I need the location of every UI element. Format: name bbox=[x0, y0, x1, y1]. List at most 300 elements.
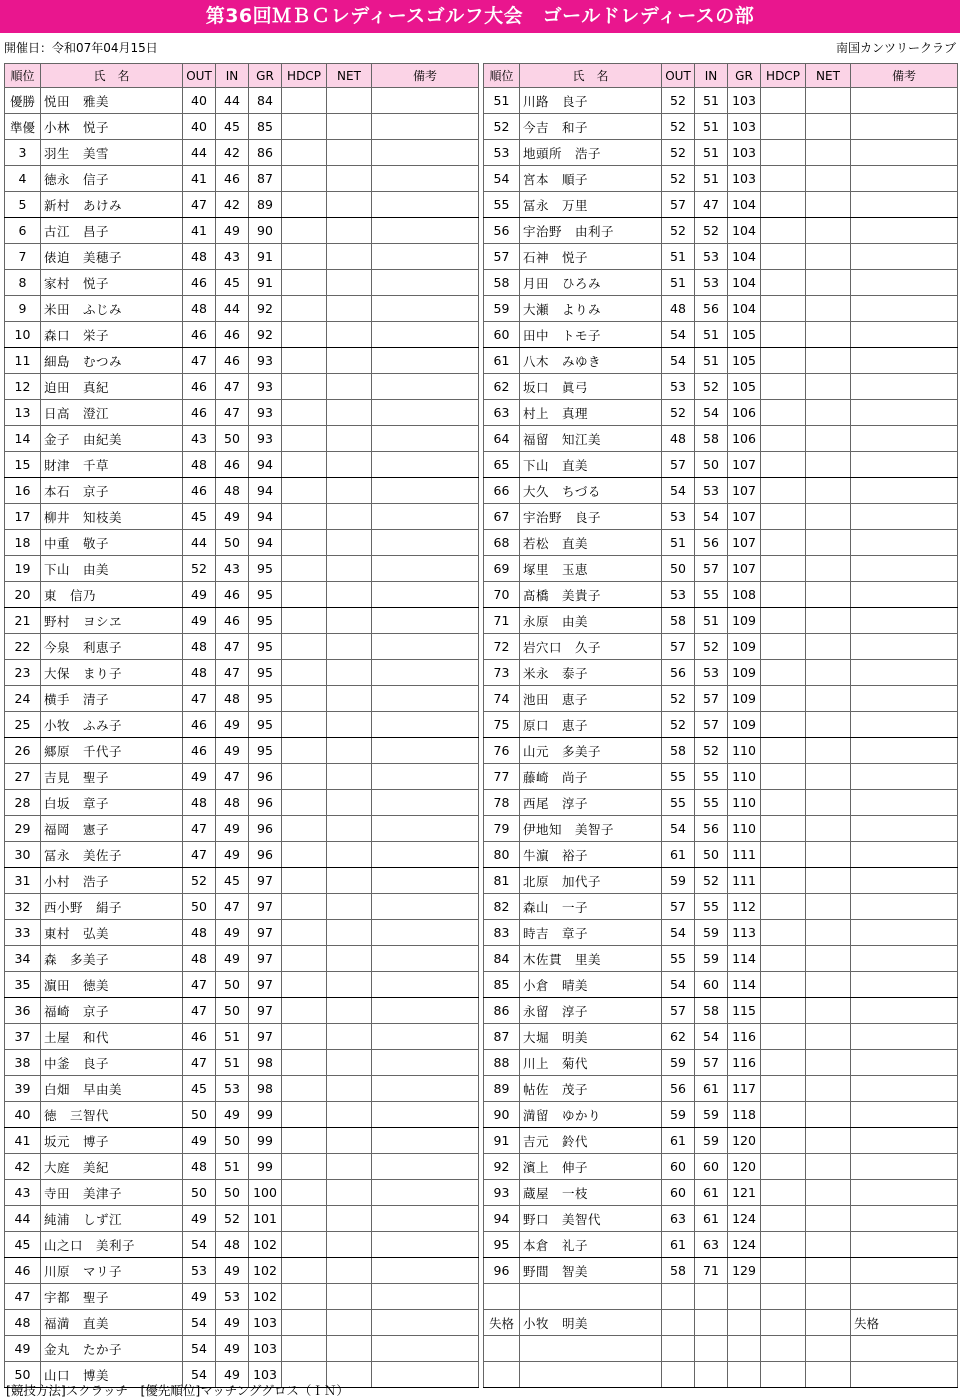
net-score-cell bbox=[806, 88, 851, 114]
hdcp-cell bbox=[282, 374, 327, 400]
out-score-cell: 48 bbox=[183, 1154, 216, 1180]
rank-cell: 83 bbox=[484, 920, 520, 946]
rank-cell: 31 bbox=[5, 868, 41, 894]
net-score-cell bbox=[806, 842, 851, 868]
in-score-cell: 46 bbox=[216, 166, 249, 192]
rank-cell: 29 bbox=[5, 816, 41, 842]
net-score-cell bbox=[806, 426, 851, 452]
out-score-cell: 46 bbox=[183, 478, 216, 504]
hdcp-cell bbox=[282, 894, 327, 920]
player-name-cell: 細島 むつみ bbox=[41, 348, 183, 374]
out-score-cell: 53 bbox=[662, 374, 695, 400]
results-table-left bbox=[4, 63, 479, 1388]
rank-cell: 81 bbox=[484, 868, 520, 894]
note-cell bbox=[851, 1102, 958, 1128]
out-score-cell: 58 bbox=[662, 1258, 695, 1284]
player-name-cell: 大久 ちづる bbox=[520, 478, 662, 504]
hdcp-cell bbox=[761, 608, 806, 634]
gross-score-cell: 99 bbox=[249, 1154, 282, 1180]
player-name-cell: 濱上 伸子 bbox=[520, 1154, 662, 1180]
note-cell bbox=[372, 218, 479, 244]
gross-score-cell: 87 bbox=[249, 166, 282, 192]
in-score-cell: 71 bbox=[695, 1258, 728, 1284]
in-score-cell: 57 bbox=[695, 556, 728, 582]
table-row bbox=[5, 374, 479, 400]
rank-cell: 54 bbox=[484, 166, 520, 192]
out-score-cell: 47 bbox=[183, 686, 216, 712]
out-score-cell: 49 bbox=[183, 1284, 216, 1310]
in-score-cell: 59 bbox=[695, 946, 728, 972]
table-row bbox=[5, 1284, 479, 1310]
in-score-cell: 49 bbox=[216, 946, 249, 972]
note-cell bbox=[851, 192, 958, 218]
player-name-cell: 冨永 美佐子 bbox=[41, 842, 183, 868]
note-cell bbox=[851, 504, 958, 530]
rank-cell: 66 bbox=[484, 478, 520, 504]
rank-cell: 38 bbox=[5, 1050, 41, 1076]
gross-score-cell: 118 bbox=[728, 1102, 761, 1128]
col-in-header: IN bbox=[695, 64, 728, 88]
net-score-cell bbox=[806, 1050, 851, 1076]
rank-cell: 47 bbox=[5, 1284, 41, 1310]
gross-score-cell: 120 bbox=[728, 1154, 761, 1180]
table-row bbox=[484, 816, 958, 842]
note-cell bbox=[851, 842, 958, 868]
table-row bbox=[484, 296, 958, 322]
player-name-cell: 村上 真理 bbox=[520, 400, 662, 426]
rank-cell: 85 bbox=[484, 972, 520, 998]
hdcp-cell bbox=[282, 1024, 327, 1050]
out-score-cell: 54 bbox=[662, 816, 695, 842]
hdcp-cell bbox=[282, 1050, 327, 1076]
hdcp-cell bbox=[282, 1206, 327, 1232]
note-cell bbox=[372, 140, 479, 166]
hdcp-cell bbox=[282, 816, 327, 842]
note-cell bbox=[851, 296, 958, 322]
note-cell bbox=[851, 140, 958, 166]
out-score-cell: 46 bbox=[183, 1024, 216, 1050]
gross-score-cell: 96 bbox=[249, 842, 282, 868]
out-score-cell: 45 bbox=[183, 1076, 216, 1102]
table-row bbox=[484, 1310, 958, 1336]
gross-score-cell bbox=[728, 1362, 761, 1388]
player-name-cell: 下山 直美 bbox=[520, 452, 662, 478]
table-row bbox=[5, 478, 479, 504]
net-score-cell bbox=[327, 842, 372, 868]
note-cell bbox=[372, 998, 479, 1024]
table-row bbox=[5, 972, 479, 998]
out-score-cell: 47 bbox=[183, 972, 216, 998]
net-score-cell bbox=[327, 218, 372, 244]
note-cell bbox=[851, 1128, 958, 1154]
player-name-cell: 地頭所 浩子 bbox=[520, 140, 662, 166]
in-score-cell bbox=[695, 1310, 728, 1336]
rank-cell: 84 bbox=[484, 946, 520, 972]
hdcp-cell bbox=[761, 556, 806, 582]
table-row bbox=[5, 790, 479, 816]
out-score-cell: 47 bbox=[183, 842, 216, 868]
rank-cell: 64 bbox=[484, 426, 520, 452]
note-cell bbox=[851, 244, 958, 270]
note-cell bbox=[372, 1232, 479, 1258]
out-score-cell: 46 bbox=[183, 322, 216, 348]
player-name-cell: 金丸 たか子 bbox=[41, 1336, 183, 1362]
gross-score-cell: 97 bbox=[249, 894, 282, 920]
rank-cell: 53 bbox=[484, 140, 520, 166]
out-score-cell: 49 bbox=[183, 1128, 216, 1154]
table-row bbox=[484, 1024, 958, 1050]
hdcp-cell bbox=[761, 1076, 806, 1102]
out-score-cell: 57 bbox=[662, 894, 695, 920]
hdcp-cell bbox=[761, 972, 806, 998]
net-score-cell bbox=[806, 114, 851, 140]
table-row bbox=[484, 322, 958, 348]
in-score-cell: 60 bbox=[695, 1154, 728, 1180]
net-score-cell bbox=[327, 192, 372, 218]
player-name-cell: 小村 浩子 bbox=[41, 868, 183, 894]
note-cell bbox=[372, 192, 479, 218]
table-row bbox=[5, 1310, 479, 1336]
hdcp-cell bbox=[282, 296, 327, 322]
player-name-cell: 米永 泰子 bbox=[520, 660, 662, 686]
rank-cell: 15 bbox=[5, 452, 41, 478]
in-score-cell: 51 bbox=[216, 1024, 249, 1050]
hdcp-cell bbox=[761, 1362, 806, 1388]
out-score-cell: 57 bbox=[662, 634, 695, 660]
in-score-cell: 48 bbox=[216, 1232, 249, 1258]
hdcp-cell bbox=[282, 1102, 327, 1128]
net-score-cell bbox=[327, 998, 372, 1024]
net-score-cell bbox=[327, 374, 372, 400]
player-name-cell: 宇治野 良子 bbox=[520, 504, 662, 530]
hdcp-cell bbox=[282, 842, 327, 868]
gross-score-cell: 103 bbox=[728, 114, 761, 140]
rank-cell: 96 bbox=[484, 1258, 520, 1284]
hdcp-cell bbox=[761, 530, 806, 556]
hdcp-cell bbox=[282, 1284, 327, 1310]
hdcp-cell bbox=[761, 946, 806, 972]
note-cell bbox=[851, 1050, 958, 1076]
out-score-cell: 58 bbox=[662, 608, 695, 634]
gross-score-cell: 109 bbox=[728, 608, 761, 634]
net-score-cell bbox=[806, 946, 851, 972]
player-name-cell: 伊地知 美智子 bbox=[520, 816, 662, 842]
net-score-cell bbox=[806, 556, 851, 582]
gross-score-cell: 107 bbox=[728, 478, 761, 504]
player-name-cell: 原口 恵子 bbox=[520, 712, 662, 738]
table-row bbox=[5, 1336, 479, 1362]
rank-cell: 68 bbox=[484, 530, 520, 556]
gross-score-cell: 95 bbox=[249, 712, 282, 738]
table-row bbox=[5, 1180, 479, 1206]
table-row bbox=[484, 374, 958, 400]
in-score-cell: 51 bbox=[695, 322, 728, 348]
in-score-cell: 58 bbox=[695, 998, 728, 1024]
out-score-cell: 52 bbox=[662, 400, 695, 426]
table-row bbox=[484, 452, 958, 478]
player-name-cell: 悦田 雅美 bbox=[41, 88, 183, 114]
out-score-cell: 57 bbox=[662, 192, 695, 218]
gross-score-cell: 105 bbox=[728, 348, 761, 374]
rank-cell: 42 bbox=[5, 1154, 41, 1180]
player-name-cell: 野口 美智代 bbox=[520, 1206, 662, 1232]
hdcp-cell bbox=[761, 504, 806, 530]
net-score-cell bbox=[806, 478, 851, 504]
hdcp-cell bbox=[282, 660, 327, 686]
rank-cell: 23 bbox=[5, 660, 41, 686]
out-score-cell: 45 bbox=[183, 504, 216, 530]
in-score-cell: 43 bbox=[216, 556, 249, 582]
table-row bbox=[484, 608, 958, 634]
rank-cell: 13 bbox=[5, 400, 41, 426]
table-row bbox=[5, 166, 479, 192]
net-score-cell bbox=[806, 1206, 851, 1232]
gross-score-cell: 91 bbox=[249, 244, 282, 270]
table-row bbox=[484, 686, 958, 712]
player-name-cell: 迫田 真紀 bbox=[41, 374, 183, 400]
table-row bbox=[484, 660, 958, 686]
out-score-cell: 52 bbox=[183, 556, 216, 582]
note-cell bbox=[851, 868, 958, 894]
note-cell bbox=[372, 1050, 479, 1076]
player-name-cell: 白畑 早由美 bbox=[41, 1076, 183, 1102]
note-cell bbox=[372, 1128, 479, 1154]
table-row bbox=[484, 920, 958, 946]
gross-score-cell: 107 bbox=[728, 530, 761, 556]
hdcp-cell bbox=[761, 1102, 806, 1128]
gross-score-cell: 115 bbox=[728, 998, 761, 1024]
in-score-cell: 48 bbox=[216, 790, 249, 816]
net-score-cell bbox=[806, 608, 851, 634]
player-name-cell: 柳井 知枝美 bbox=[41, 504, 183, 530]
net-score-cell bbox=[806, 738, 851, 764]
rank-cell: 優勝 bbox=[5, 88, 41, 114]
out-score-cell: 54 bbox=[662, 348, 695, 374]
hdcp-cell bbox=[282, 1180, 327, 1206]
net-score-cell bbox=[806, 244, 851, 270]
gross-score-cell: 90 bbox=[249, 218, 282, 244]
player-name-cell: 山口 博美 bbox=[41, 1362, 183, 1388]
hdcp-cell bbox=[761, 1206, 806, 1232]
table-row bbox=[5, 1102, 479, 1128]
gross-score-cell: 121 bbox=[728, 1180, 761, 1206]
net-score-cell bbox=[327, 1102, 372, 1128]
gross-score-cell: 109 bbox=[728, 634, 761, 660]
venue-name: 南国カンツリークラブ bbox=[835, 41, 956, 55]
net-score-cell bbox=[806, 296, 851, 322]
rank-cell: 失格 bbox=[484, 1310, 520, 1336]
note-cell bbox=[372, 634, 479, 660]
in-score-cell: 50 bbox=[695, 452, 728, 478]
net-score-cell bbox=[327, 244, 372, 270]
gross-score-cell bbox=[728, 1310, 761, 1336]
in-score-cell: 49 bbox=[216, 1102, 249, 1128]
rank-cell: 59 bbox=[484, 296, 520, 322]
rank-cell: 69 bbox=[484, 556, 520, 582]
table-row bbox=[484, 244, 958, 270]
gross-score-cell: 111 bbox=[728, 842, 761, 868]
gross-score-cell: 94 bbox=[249, 530, 282, 556]
rank-cell: 4 bbox=[5, 166, 41, 192]
player-name-cell: 永留 淳子 bbox=[520, 998, 662, 1024]
player-name-cell: 福岡 憲子 bbox=[41, 816, 183, 842]
player-name-cell: 白坂 章子 bbox=[41, 790, 183, 816]
net-score-cell bbox=[327, 1180, 372, 1206]
in-score-cell: 52 bbox=[216, 1206, 249, 1232]
table-row bbox=[484, 1128, 958, 1154]
hdcp-cell bbox=[761, 738, 806, 764]
gross-score-cell: 97 bbox=[249, 868, 282, 894]
net-score-cell bbox=[806, 218, 851, 244]
out-score-cell: 55 bbox=[662, 764, 695, 790]
in-score-cell: 50 bbox=[695, 842, 728, 868]
gross-score-cell: 94 bbox=[249, 452, 282, 478]
hdcp-cell bbox=[282, 166, 327, 192]
out-score-cell: 55 bbox=[662, 946, 695, 972]
rank-cell: 78 bbox=[484, 790, 520, 816]
in-score-cell: 55 bbox=[695, 764, 728, 790]
note-cell bbox=[851, 426, 958, 452]
out-score-cell: 54 bbox=[183, 1232, 216, 1258]
player-name-cell: 宮本 順子 bbox=[520, 166, 662, 192]
player-name-cell: 永原 由美 bbox=[520, 608, 662, 634]
in-score-cell: 52 bbox=[695, 738, 728, 764]
in-score-cell: 46 bbox=[216, 452, 249, 478]
table-row bbox=[5, 270, 479, 296]
note-cell bbox=[851, 1180, 958, 1206]
rank-cell: 49 bbox=[5, 1336, 41, 1362]
note-cell bbox=[372, 1284, 479, 1310]
hdcp-cell bbox=[761, 244, 806, 270]
hdcp-cell bbox=[761, 686, 806, 712]
table-row bbox=[484, 582, 958, 608]
note-cell bbox=[372, 1206, 479, 1232]
col-gross-header: GR bbox=[728, 64, 761, 88]
gross-score-cell: 114 bbox=[728, 972, 761, 998]
note-cell bbox=[851, 218, 958, 244]
note-cell bbox=[372, 686, 479, 712]
header-row bbox=[5, 64, 479, 88]
out-score-cell: 56 bbox=[662, 1076, 695, 1102]
gross-score-cell: 95 bbox=[249, 686, 282, 712]
note-cell bbox=[851, 1336, 958, 1362]
in-score-cell: 56 bbox=[695, 296, 728, 322]
gross-score-cell: 112 bbox=[728, 894, 761, 920]
gross-score-cell: 107 bbox=[728, 556, 761, 582]
rank-cell: 6 bbox=[5, 218, 41, 244]
out-score-cell: 47 bbox=[183, 348, 216, 374]
gross-score-cell: 97 bbox=[249, 972, 282, 998]
in-score-cell: 42 bbox=[216, 192, 249, 218]
rank-cell: 57 bbox=[484, 244, 520, 270]
in-score-cell: 49 bbox=[216, 920, 249, 946]
hdcp-cell bbox=[282, 426, 327, 452]
hdcp-cell bbox=[761, 348, 806, 374]
table-row bbox=[5, 530, 479, 556]
hdcp-cell bbox=[761, 478, 806, 504]
out-score-cell: 48 bbox=[183, 946, 216, 972]
in-score-cell: 49 bbox=[216, 738, 249, 764]
rank-cell: 43 bbox=[5, 1180, 41, 1206]
net-score-cell bbox=[806, 868, 851, 894]
net-score-cell bbox=[327, 1310, 372, 1336]
table-row bbox=[484, 868, 958, 894]
net-score-cell bbox=[327, 1206, 372, 1232]
net-score-cell bbox=[806, 790, 851, 816]
hdcp-cell bbox=[282, 764, 327, 790]
col-in-header: IN bbox=[216, 64, 249, 88]
net-score-cell bbox=[327, 868, 372, 894]
table-row bbox=[484, 764, 958, 790]
player-name-cell: 羽生 美雪 bbox=[41, 140, 183, 166]
table-row bbox=[484, 998, 958, 1024]
note-cell bbox=[851, 1024, 958, 1050]
hdcp-cell bbox=[282, 1336, 327, 1362]
rank-cell: 12 bbox=[5, 374, 41, 400]
hdcp-cell bbox=[282, 400, 327, 426]
in-score-cell: 46 bbox=[216, 322, 249, 348]
note-cell bbox=[851, 946, 958, 972]
in-score-cell: 61 bbox=[695, 1206, 728, 1232]
net-score-cell bbox=[806, 452, 851, 478]
net-score-cell bbox=[806, 764, 851, 790]
table-row bbox=[484, 1050, 958, 1076]
gross-score-cell: 102 bbox=[249, 1232, 282, 1258]
table-row bbox=[5, 946, 479, 972]
out-score-cell: 52 bbox=[662, 88, 695, 114]
in-score-cell: 50 bbox=[216, 530, 249, 556]
note-cell bbox=[372, 270, 479, 296]
note-cell bbox=[372, 868, 479, 894]
in-score-cell: 53 bbox=[695, 244, 728, 270]
out-score-cell: 52 bbox=[662, 140, 695, 166]
gross-score-cell: 101 bbox=[249, 1206, 282, 1232]
rank-cell bbox=[484, 1362, 520, 1388]
rank-cell: 50 bbox=[5, 1362, 41, 1388]
table-row bbox=[5, 894, 479, 920]
table-row bbox=[5, 582, 479, 608]
table-row bbox=[484, 348, 958, 374]
rank-cell: 92 bbox=[484, 1154, 520, 1180]
note-cell bbox=[372, 972, 479, 998]
gross-score-cell: 110 bbox=[728, 816, 761, 842]
player-name-cell: 時吉 章子 bbox=[520, 920, 662, 946]
gross-score-cell: 98 bbox=[249, 1076, 282, 1102]
player-name-cell: 俵迫 美穂子 bbox=[41, 244, 183, 270]
player-name-cell: 財津 千草 bbox=[41, 452, 183, 478]
net-score-cell bbox=[806, 400, 851, 426]
out-score-cell bbox=[662, 1362, 695, 1388]
net-score-cell bbox=[327, 894, 372, 920]
player-name-cell: 八木 みゆき bbox=[520, 348, 662, 374]
table-row bbox=[5, 608, 479, 634]
hdcp-cell bbox=[282, 270, 327, 296]
gross-score-cell: 104 bbox=[728, 270, 761, 296]
net-score-cell bbox=[806, 972, 851, 998]
out-score-cell: 53 bbox=[662, 504, 695, 530]
out-score-cell: 57 bbox=[662, 998, 695, 1024]
rank-cell: 8 bbox=[5, 270, 41, 296]
net-score-cell bbox=[327, 270, 372, 296]
hdcp-cell bbox=[282, 244, 327, 270]
col-rank-header: 順位 bbox=[5, 64, 41, 88]
hdcp-cell bbox=[761, 660, 806, 686]
net-score-cell bbox=[327, 1024, 372, 1050]
note-cell bbox=[372, 374, 479, 400]
hdcp-cell bbox=[282, 738, 327, 764]
page-title: 第36回ＭＢＣレディースゴルフ大会 ゴールドレディースの部 bbox=[0, 0, 960, 33]
gross-score-cell: 95 bbox=[249, 582, 282, 608]
